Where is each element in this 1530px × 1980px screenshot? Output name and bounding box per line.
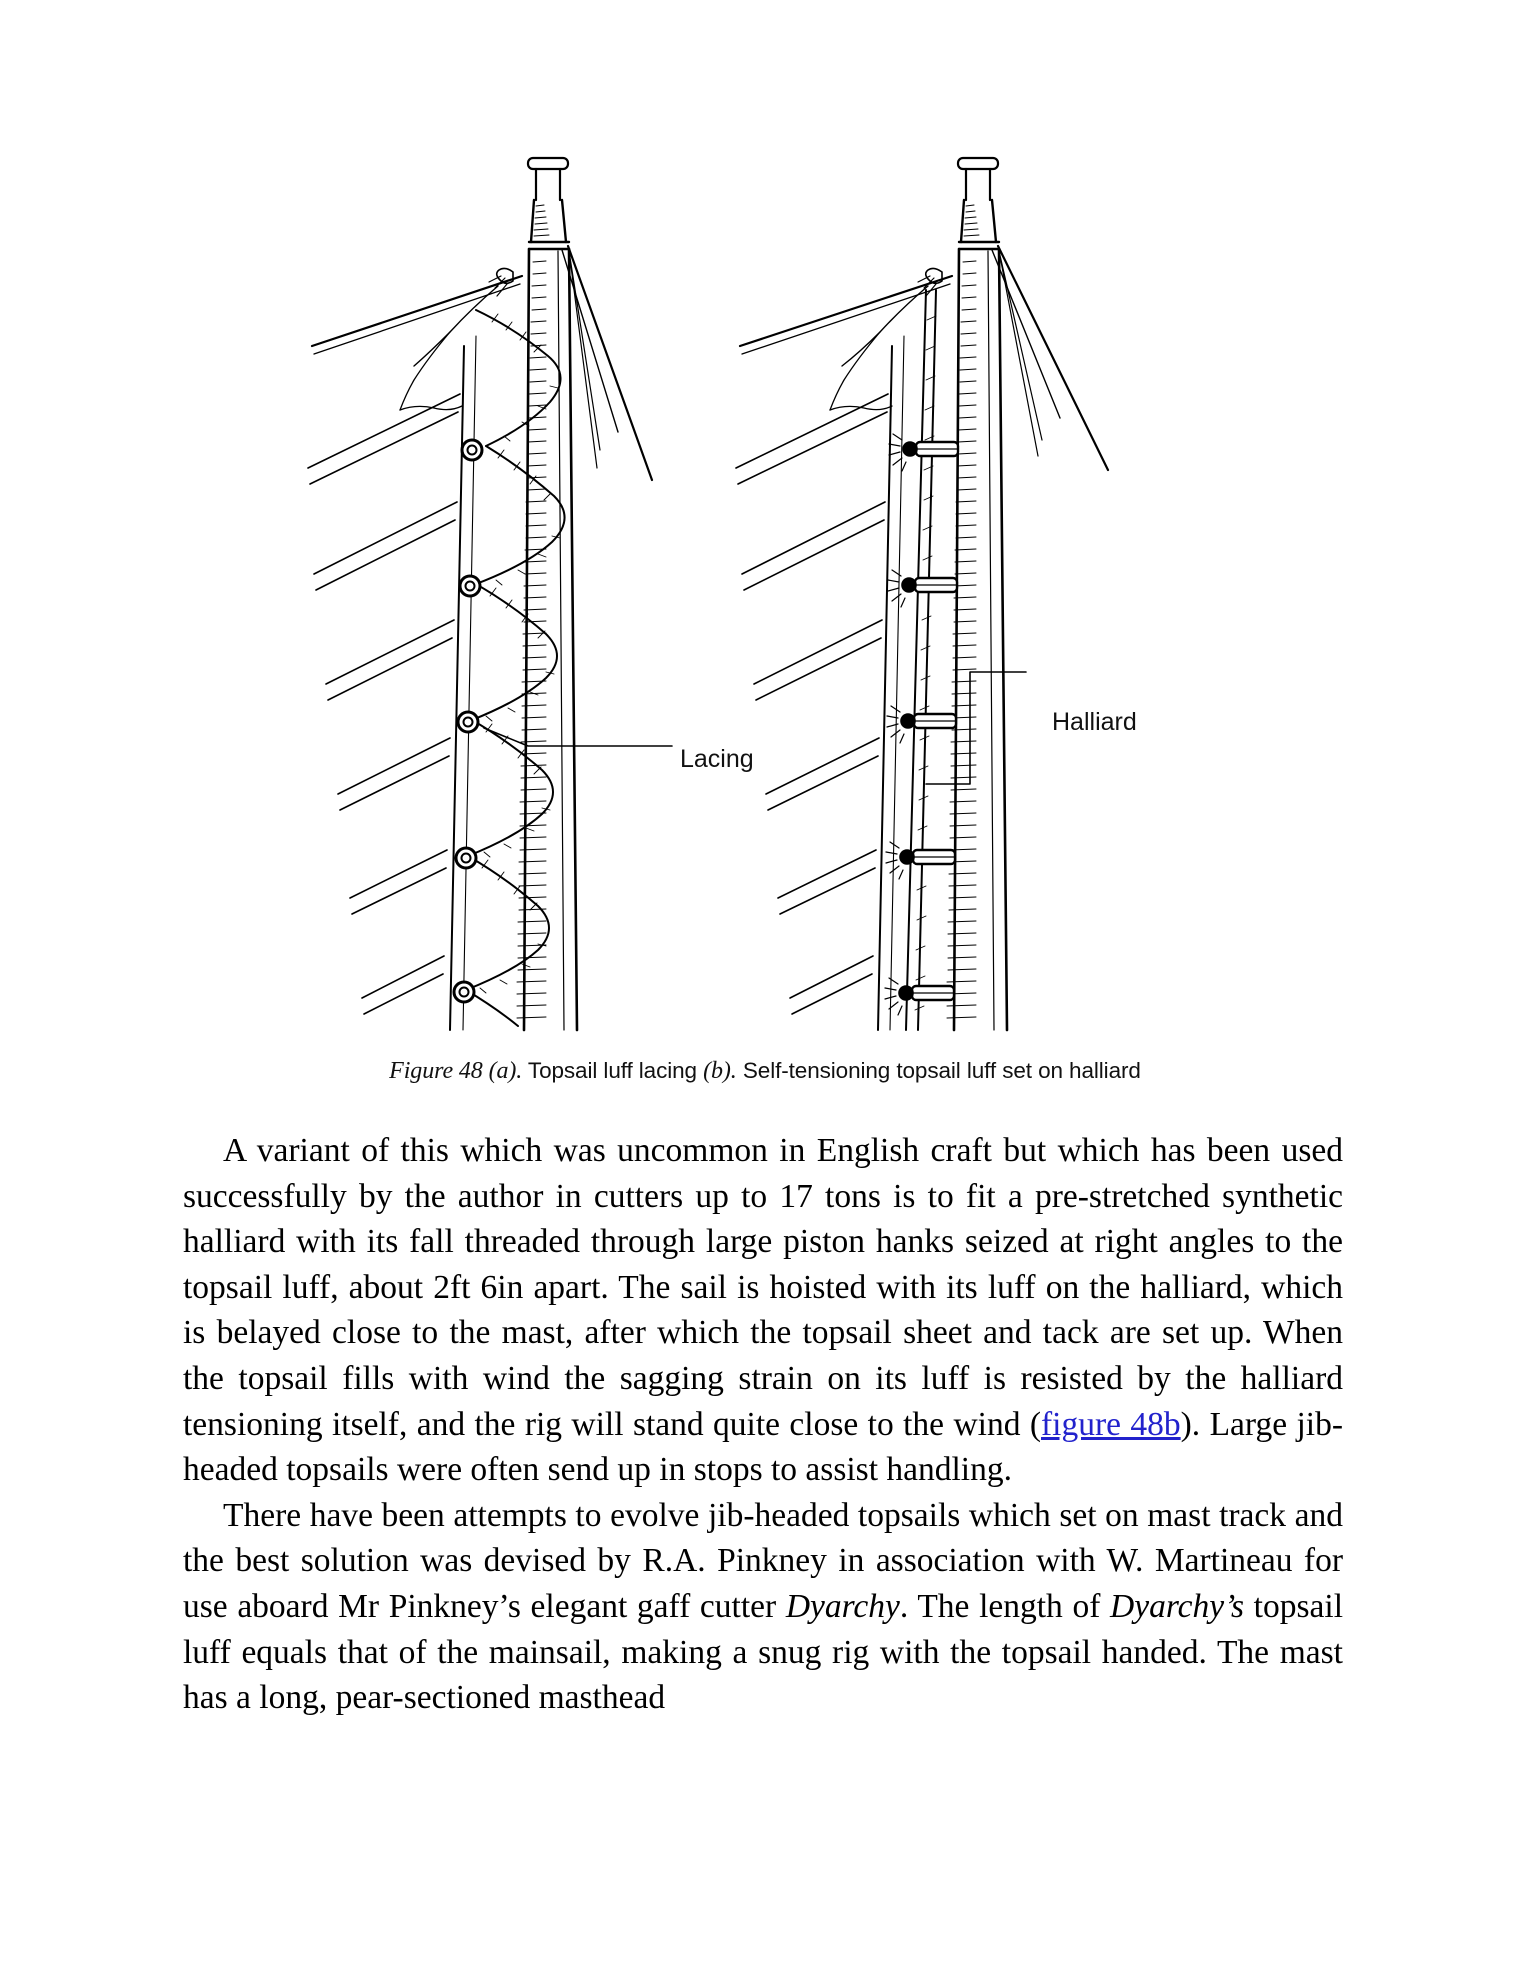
- topsail-head-b: [740, 268, 952, 410]
- topsail-head-a: [312, 268, 522, 410]
- paragraph-1: [183, 1128, 1343, 1493]
- lacing-spiral-a: [466, 310, 565, 1026]
- caption-label-b: (b).: [703, 1058, 737, 1084]
- ship-name-dyarchys: Dyarchy’s: [1110, 1587, 1245, 1625]
- paragraph-2-text-3: topsail luff equals that of the mainsail, making a snug rig with the topsail handed. The mast has a long, pear-sectioned masthead: [183, 1587, 1344, 1717]
- diagram-label-lacing: Lacing: [680, 745, 754, 773]
- topmast-b: [959, 200, 999, 249]
- diagram-a-lacing: [308, 158, 672, 1030]
- caption-text-a: Topsail luff lacing: [522, 1058, 704, 1083]
- figure-illustration: [300, 150, 1230, 1050]
- piston-hank: [887, 706, 956, 743]
- standing-rigging-a: [562, 246, 652, 480]
- luff-eyelets-a: [454, 440, 482, 1002]
- paragraph-2: [183, 1493, 1343, 1721]
- topmast-a: [529, 200, 569, 249]
- figure-48b-link[interactable]: figure 48b: [1041, 1405, 1181, 1443]
- sail-seams-a: [308, 394, 460, 1014]
- leader-line-lacing: [484, 728, 672, 746]
- body-text: [183, 1128, 1343, 1721]
- paragraph-1-text-before-link: A variant of this which was uncommon in English craft but which has been used successfully by the author in cutters up to 17 tons is to fit a pre-stretched synthetic halliard with its fall threaded through large piston hanks seized at right angles to the topsail luff, about 2ft 6in apart. The sail is hoisted with its luff on the halliard, which is belayed close to the mast, after which the topsail sheet and tack are set up. When the topsail fills with wind the sagging strain on its luff is resisted by the halliard tensioning itself, and the rig will stand quite close to the wind (: [183, 1132, 1343, 1443]
- ship-name-dyarchy: Dyarchy: [785, 1587, 900, 1625]
- mast-a: [517, 249, 577, 1030]
- paragraph-2-text-1: There have been attempts to evolve jib-headed topsails which set on mast track and the best solution was devised by R.A. Pinkney in association with W. Martineau for use aboard Mr Pinkney’s elegant gaff cutter: [183, 1496, 1343, 1625]
- figure-48: [0, 150, 1530, 1080]
- sail-luff-b: [878, 336, 904, 1030]
- piston-hank: [886, 842, 955, 879]
- figure-caption: [0, 1058, 1530, 1085]
- caption-figure-number: Figure 48 (a).: [389, 1058, 523, 1084]
- mast-truck-b: [958, 158, 998, 200]
- sail-seams-b: [736, 394, 888, 1014]
- rigging-line-drawing: [300, 150, 1230, 1050]
- standing-rigging-b: [992, 246, 1108, 470]
- caption-text-b: Self-tensioning topsail luff set on halliard: [736, 1058, 1141, 1083]
- piston-hanks-b: [885, 434, 958, 1015]
- diagram-label-halliard: Halliard: [1052, 708, 1137, 736]
- diagram-b-halliard: [736, 158, 1108, 1030]
- piston-hank: [889, 434, 958, 471]
- paragraph-2-text-2: . The length of: [899, 1587, 1111, 1625]
- mast-truck-a: [528, 158, 568, 200]
- paragraph-1-text-after-link: ). Large jib-headed topsails were often send up in stops to assist handling.: [183, 1405, 1343, 1489]
- halliard-rope-b: [906, 290, 936, 1030]
- mast-b: [947, 249, 1007, 1030]
